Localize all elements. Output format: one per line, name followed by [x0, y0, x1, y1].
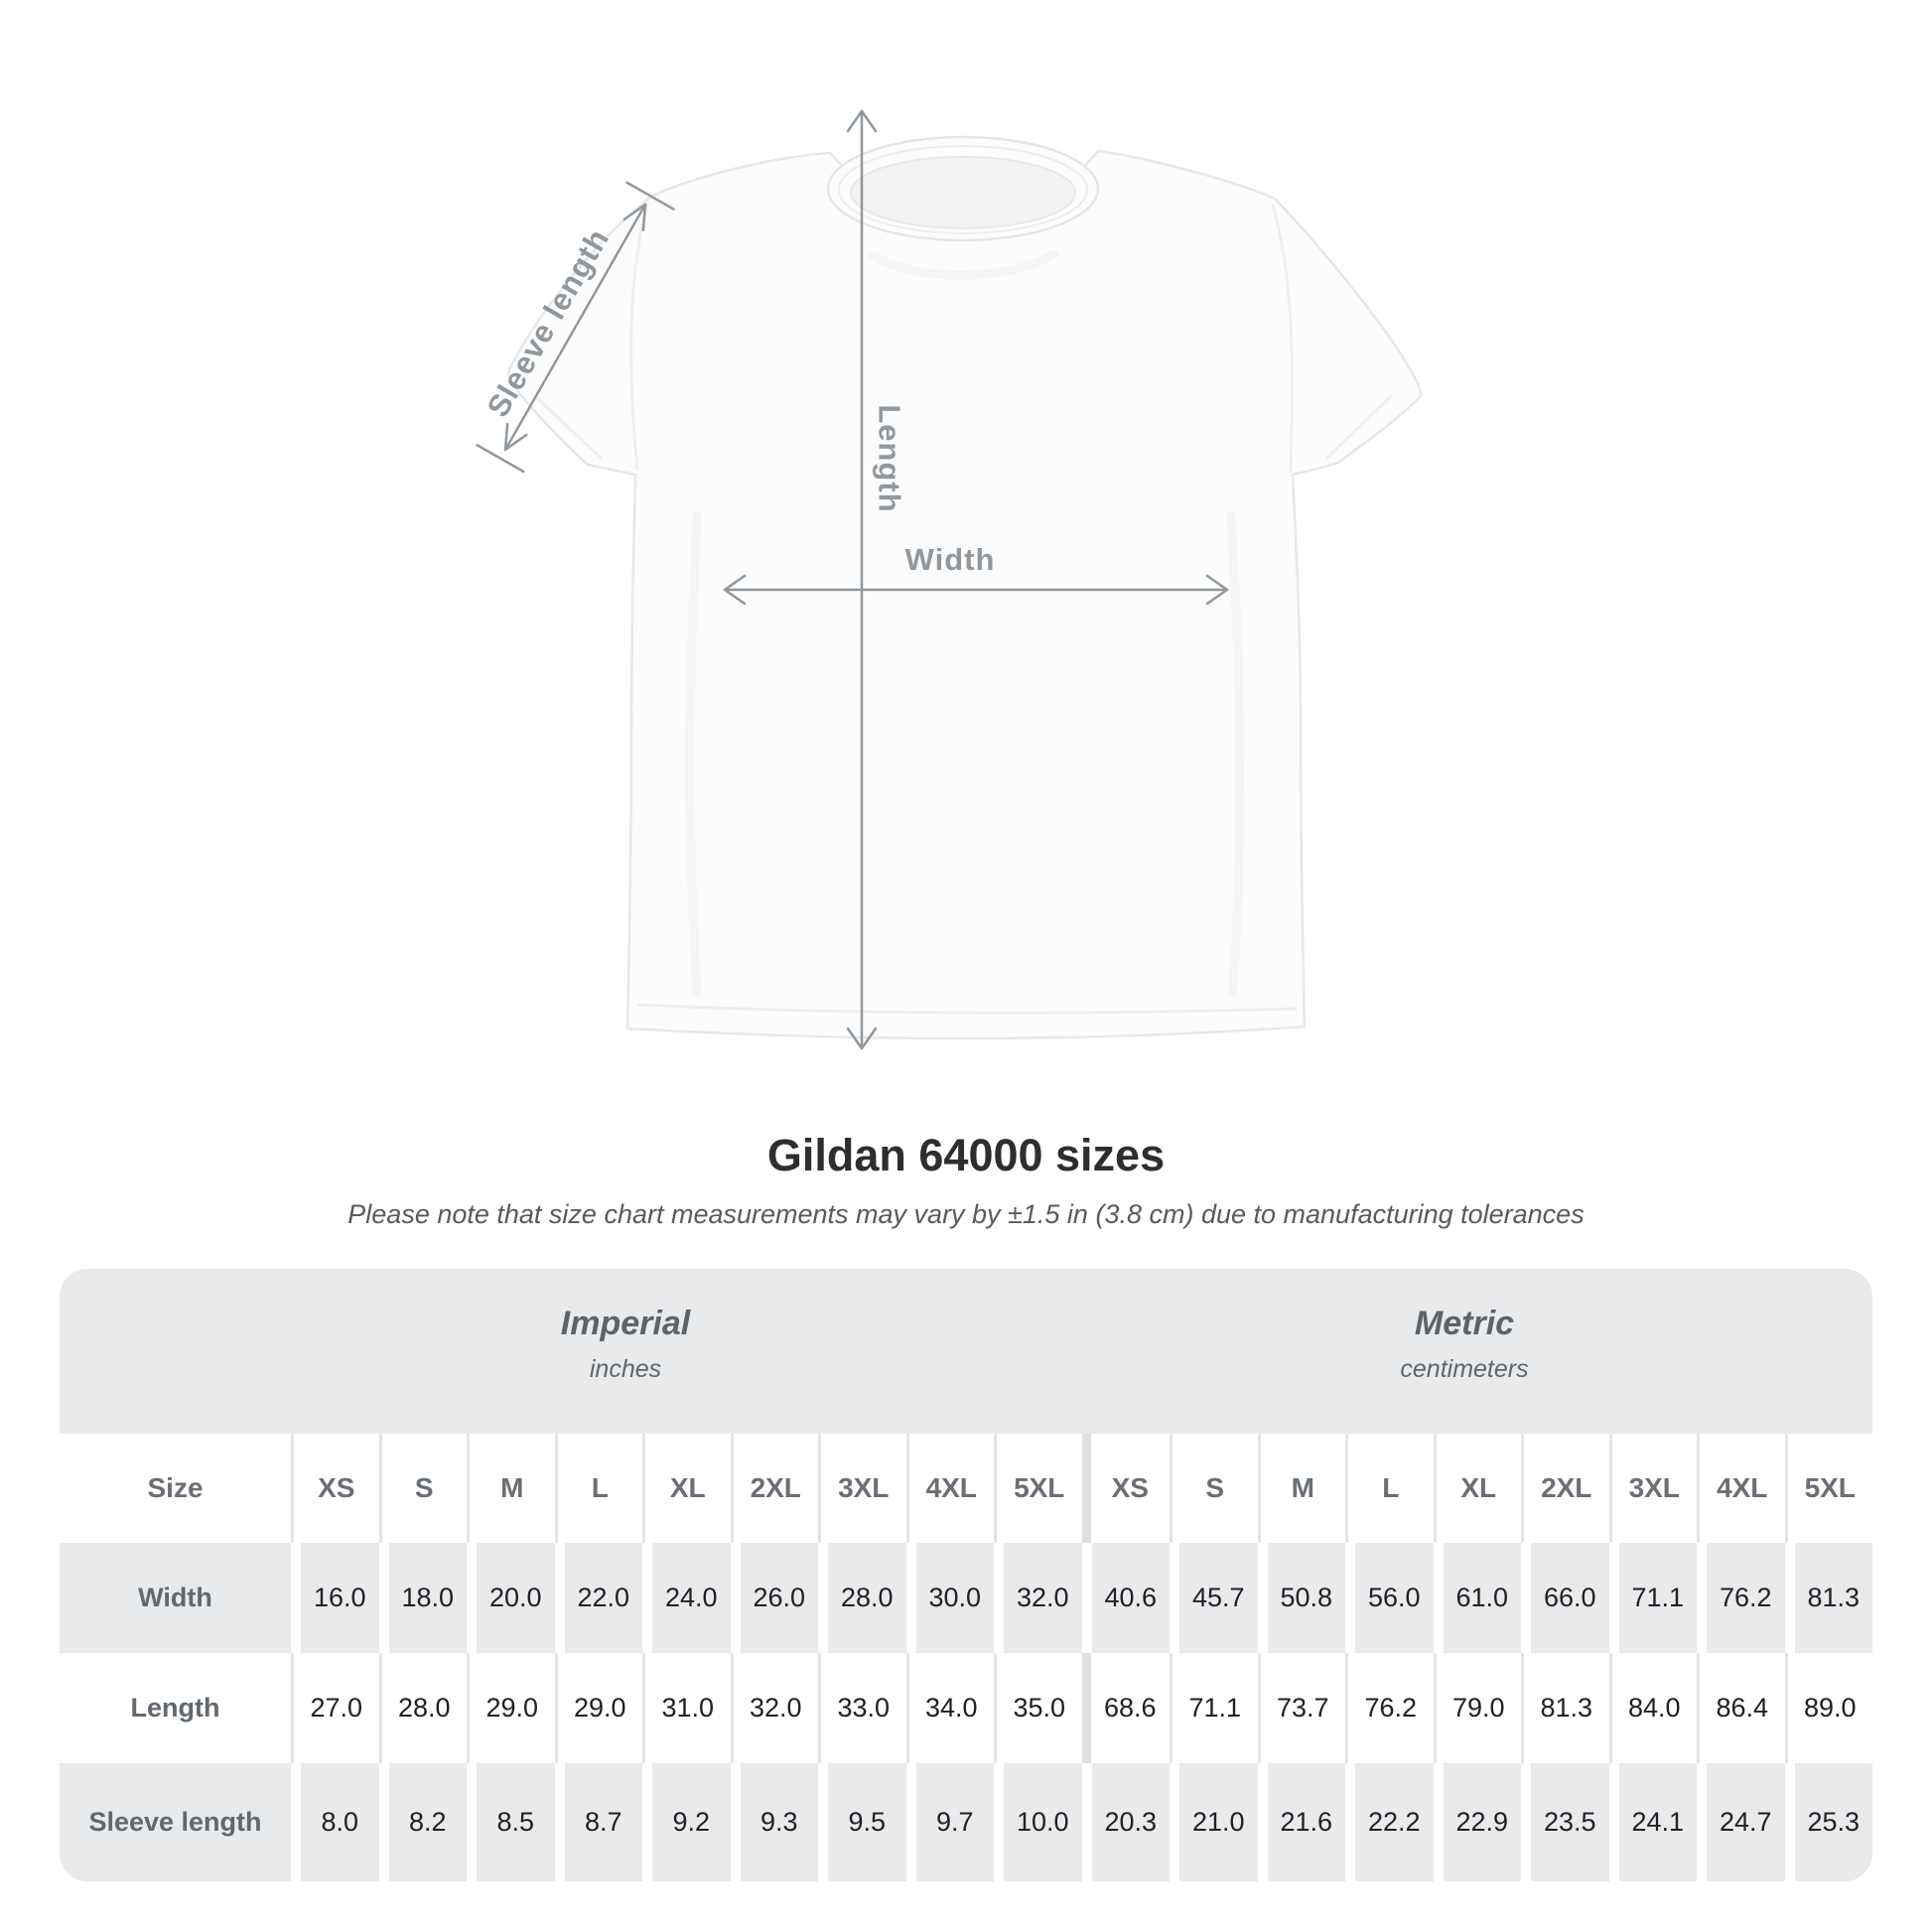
size-value-cell: 81.3 — [1521, 1653, 1609, 1763]
size-value-cell: 21.0 — [1170, 1763, 1258, 1881]
measurement-row — [60, 1653, 1872, 1763]
row-label: Length — [130, 1693, 220, 1723]
size-value-cell: 32.0 — [731, 1653, 819, 1763]
size-value-cell: 40.6 — [1082, 1543, 1171, 1653]
metric-header — [997, 1305, 1872, 1384]
size-value-cell: 8.2 — [379, 1763, 468, 1881]
collar-opening — [851, 157, 1075, 228]
size-value-cell: 61.0 — [1434, 1543, 1522, 1653]
imperial-name: Imperial — [560, 1305, 691, 1342]
size-column-header: 5XL — [1785, 1434, 1873, 1543]
size-value-cell: 22.0 — [555, 1543, 643, 1653]
size-value-cell: 10.0 — [994, 1763, 1082, 1881]
measurement-row — [60, 1543, 1872, 1653]
size-value-cell: 32.0 — [994, 1543, 1082, 1653]
unit-band — [60, 1269, 1872, 1434]
size-header-row — [60, 1434, 1872, 1543]
size-value-cell: 76.2 — [1697, 1543, 1785, 1653]
size-value-cell: 68.6 — [1082, 1653, 1171, 1763]
size-corner-label: Size — [147, 1472, 204, 1503]
size-value-cell: 76.2 — [1345, 1653, 1434, 1763]
size-value-cell: 9.3 — [731, 1763, 819, 1881]
size-column-header: 2XL — [1521, 1434, 1609, 1543]
size-value-cell: 28.0 — [379, 1653, 468, 1763]
size-table-card — [60, 1269, 1872, 1881]
tshirt-silhouette — [509, 151, 1421, 1038]
size-table — [60, 1434, 1872, 1881]
size-column-header: XL — [1434, 1434, 1522, 1543]
size-value-cell: 28.0 — [818, 1543, 906, 1653]
size-value-cell: 84.0 — [1609, 1653, 1698, 1763]
size-value-cell: 20.3 — [1082, 1763, 1171, 1881]
size-value-cell: 33.0 — [818, 1653, 906, 1763]
row-label: Sleeve length — [60, 1763, 291, 1881]
size-column-header: 3XL — [1609, 1434, 1698, 1543]
size-value-cell: 9.7 — [906, 1763, 995, 1881]
size-value-cell: 22.9 — [1434, 1763, 1522, 1881]
length-label: Length — [872, 404, 907, 513]
size-value-cell: 24.0 — [642, 1543, 731, 1653]
chart-title: Gildan 64000 sizes — [766, 1130, 1166, 1180]
width-label: Width — [904, 542, 996, 577]
size-value-cell: 35.0 — [994, 1653, 1082, 1763]
size-column-header: 5XL — [994, 1434, 1082, 1543]
size-column-header: 3XL — [818, 1434, 906, 1543]
size-value-cell: 9.5 — [818, 1763, 906, 1881]
size-value-cell: 81.3 — [1785, 1543, 1873, 1653]
size-value-cell: 23.5 — [1521, 1763, 1609, 1881]
size-value-cell: 21.6 — [1258, 1763, 1346, 1881]
sleeve-length-label: Sleeve length — [480, 222, 617, 423]
size-value-cell: 18.0 — [379, 1543, 468, 1653]
size-value-cell: 26.0 — [731, 1543, 819, 1653]
size-column-header: L — [1345, 1434, 1434, 1543]
size-value-cell: 45.7 — [1170, 1543, 1258, 1653]
size-column-header: XL — [642, 1434, 731, 1543]
size-value-cell: 22.2 — [1345, 1763, 1434, 1881]
size-column-header: M — [1258, 1434, 1346, 1543]
size-column-header: 4XL — [1697, 1434, 1785, 1543]
imperial-unit: inches — [589, 1355, 662, 1383]
size-value-cell: 16.0 — [291, 1543, 379, 1653]
size-value-cell: 8.7 — [555, 1763, 643, 1881]
size-value-cell: 29.0 — [467, 1653, 555, 1763]
size-value-cell: 8.5 — [467, 1763, 555, 1881]
size-value-cell: 73.7 — [1258, 1653, 1346, 1763]
size-value-cell: 66.0 — [1521, 1543, 1609, 1653]
size-value-cell: 50.8 — [1258, 1543, 1346, 1653]
size-value-cell: 25.3 — [1785, 1763, 1873, 1881]
size-column-header: S — [379, 1434, 468, 1543]
size-column-header: 4XL — [906, 1434, 995, 1543]
size-value-cell: 31.0 — [642, 1653, 731, 1763]
size-column-header: S — [1170, 1434, 1258, 1543]
size-value-cell: 29.0 — [555, 1653, 643, 1763]
size-value-cell: 71.1 — [1170, 1653, 1258, 1763]
size-column-header: 2XL — [731, 1434, 819, 1543]
measurement-row — [60, 1763, 1872, 1881]
size-value-cell: 24.7 — [1697, 1763, 1785, 1881]
size-column-header: L — [555, 1434, 643, 1543]
size-value-cell: 30.0 — [906, 1543, 995, 1653]
size-value-cell: 8.0 — [291, 1763, 379, 1881]
row-label: Width — [60, 1543, 291, 1653]
size-value-cell: 86.4 — [1697, 1653, 1785, 1763]
metric-name: Metric — [1414, 1305, 1515, 1342]
size-value-cell: 71.1 — [1609, 1543, 1698, 1653]
size-value-cell: 56.0 — [1345, 1543, 1434, 1653]
size-value-cell: 34.0 — [906, 1653, 995, 1763]
tolerance-note: Please note that size chart measurements may vary by ±1.5 in (3.8 cm) due to manufacturing tolerances — [347, 1199, 1585, 1229]
size-value-cell: 20.0 — [467, 1543, 555, 1653]
size-value-cell: 24.1 — [1609, 1763, 1698, 1881]
size-column-header: XS — [1082, 1434, 1171, 1543]
size-column-header: M — [467, 1434, 555, 1543]
size-value-cell: 79.0 — [1434, 1653, 1522, 1763]
size-column-header: XS — [291, 1434, 379, 1543]
size-value-cell: 9.2 — [642, 1763, 731, 1881]
metric-unit: centimeters — [1400, 1355, 1529, 1383]
size-value-cell: 27.0 — [291, 1653, 379, 1763]
size-value-cell: 89.0 — [1785, 1653, 1873, 1763]
